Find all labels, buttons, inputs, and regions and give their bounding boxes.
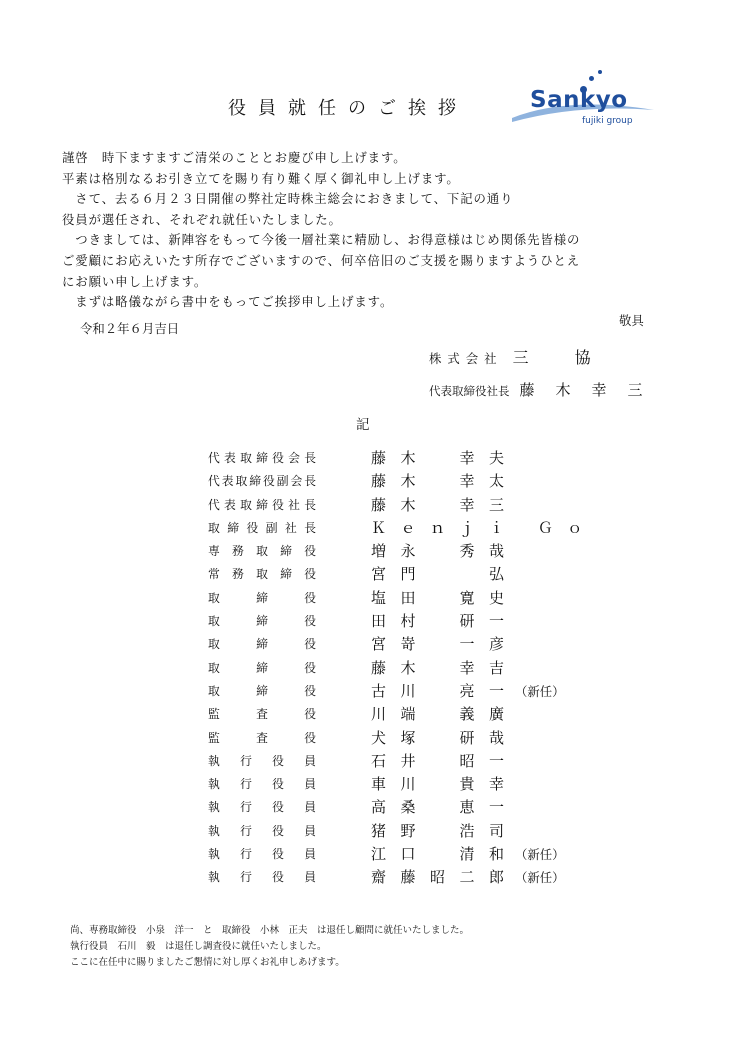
officer-row	[208, 866, 628, 889]
company-kind: 株式会社	[429, 351, 503, 366]
body-line: つきましては、新陣容をもって今後一層社業に精励し、お得意様はじめ関係先皆様の	[62, 232, 581, 248]
ceo-name: 藤木幸三	[519, 381, 664, 399]
officer-row	[208, 633, 628, 656]
officer-position: 取締役	[208, 614, 316, 629]
officer-name: 川端 義廣	[371, 705, 519, 724]
footer-note	[70, 923, 469, 971]
officer-position: 執行役員	[208, 823, 316, 838]
body-line: 役員が選任され、それぞれ就任いたしました。	[62, 211, 342, 227]
officer-name: 藤木 幸太	[371, 472, 519, 491]
officer-name: 齋藤昭二郎	[371, 868, 519, 887]
page-title: 役員就任のご挨拶	[228, 98, 468, 119]
officer-row	[208, 680, 628, 703]
footer-line: 執行役員 石川 毅 は退任し調査役に就任いたしました。	[70, 941, 327, 952]
officer-row	[208, 447, 628, 470]
officer-position: 監査役	[208, 730, 316, 745]
officer-row	[208, 796, 628, 819]
officer-position: 取締役	[208, 660, 316, 675]
body-line: ご愛顧にお応えいたす所存でございますので、何卒倍旧のご支援を賜りますようひとえ	[62, 252, 581, 268]
body-line: さて、去る６月２３日開催の弊社定時株主総会におきまして、下記の通り	[62, 191, 514, 207]
officer-name: 田村 研一	[371, 612, 519, 631]
officer-row	[208, 820, 628, 843]
logo-subtitle: fujiki group	[582, 116, 633, 126]
greeting-body	[62, 148, 662, 313]
officer-position: 取締役	[208, 637, 316, 652]
officer-position: 専務取締役	[208, 544, 316, 559]
officer-row	[208, 517, 628, 540]
logo-dot-icon	[589, 76, 594, 81]
officer-name: 高桑 恵一	[371, 798, 519, 817]
logo-dot-icon	[598, 70, 602, 74]
body-line: にお願い申し上げます。	[62, 273, 208, 289]
officer-name: 藤木 幸三	[371, 495, 519, 514]
officer-new-badge: （新任）	[515, 847, 565, 863]
officer-new-badge: （新任）	[515, 683, 565, 699]
officer-position: 代表取締役社長	[208, 497, 316, 512]
officer-name: 石井 昭一	[371, 751, 519, 770]
officer-name: 古川 亮一	[371, 681, 519, 700]
ceo-signature	[429, 379, 664, 400]
officer-new-badge: （新任）	[515, 870, 565, 886]
company-logo	[508, 66, 658, 132]
officer-name: 江口 清和	[371, 845, 519, 864]
officer-row	[208, 494, 628, 517]
officer-position: 取締役副社長	[208, 520, 316, 535]
officer-position: 取締役	[208, 683, 316, 698]
officer-row	[208, 470, 628, 493]
officer-position: 監査役	[208, 707, 316, 722]
officer-row	[208, 610, 628, 633]
officer-position: 執行役員	[208, 753, 316, 768]
logo-wordmark: Sankyo	[530, 87, 628, 113]
officer-position: 代表取締役副会長	[208, 474, 316, 489]
officer-name: 猪野 浩司	[371, 821, 519, 840]
officer-position: 執行役員	[208, 847, 316, 862]
officer-list	[208, 447, 628, 890]
footer-line: 尚、専務取締役 小泉 洋一 と 取締役 小林 正夫 は退任し顧問に就任いたしました。	[70, 925, 470, 936]
officer-row	[208, 540, 628, 563]
officer-name: 藤木 幸夫	[371, 449, 519, 467]
company-name: 三協	[512, 348, 637, 367]
officer-name: 増永 秀哉	[371, 542, 519, 561]
officer-row	[208, 773, 628, 796]
footer-line: ここに在任中に賜りましたご懇情に対し厚くお礼申しあげます。	[70, 957, 345, 968]
officer-name: 藤木 幸吉	[371, 658, 519, 677]
ki-heading: 記	[356, 417, 370, 433]
body-line: 謹啓 時下ますますご清栄のこととお慶び申し上げます。	[62, 150, 407, 165]
officer-row	[208, 703, 628, 726]
officer-row	[208, 587, 628, 610]
officer-row	[208, 727, 628, 750]
company-signature	[429, 345, 637, 368]
officer-position: 執行役員	[208, 870, 316, 885]
officer-row	[208, 657, 628, 680]
body-line: 平素は格別なるお引き立てを賜り有り難く厚く御礼申し上げます。	[62, 170, 460, 186]
officer-name: 塩田 寛史	[371, 588, 519, 607]
officer-name: 宮門 弘	[371, 565, 519, 584]
officer-name: Ｋｅｎｊｉ Ｇｏ	[371, 518, 597, 537]
officer-position: 代表取締役会長	[208, 451, 316, 465]
officer-row	[208, 843, 628, 866]
closing-phrase: 敬具	[619, 313, 644, 328]
officer-position: 取締役	[208, 590, 316, 605]
officer-position: 常務取締役	[208, 567, 316, 582]
officer-position: 執行役員	[208, 800, 316, 815]
ceo-title: 代表取締役社長	[429, 384, 510, 398]
officer-name: 宮嵜 一彦	[371, 635, 519, 654]
body-line: まずは略儀ながら書中をもってご挨拶申し上げます。	[62, 294, 394, 310]
officer-row	[208, 563, 628, 586]
officer-row	[208, 750, 628, 773]
officer-position: 執行役員	[208, 777, 316, 792]
officer-name: 犬塚 研哉	[371, 728, 519, 747]
officer-name: 車川 貴幸	[371, 775, 519, 794]
document-date: 令和２年６月吉日	[80, 321, 180, 336]
